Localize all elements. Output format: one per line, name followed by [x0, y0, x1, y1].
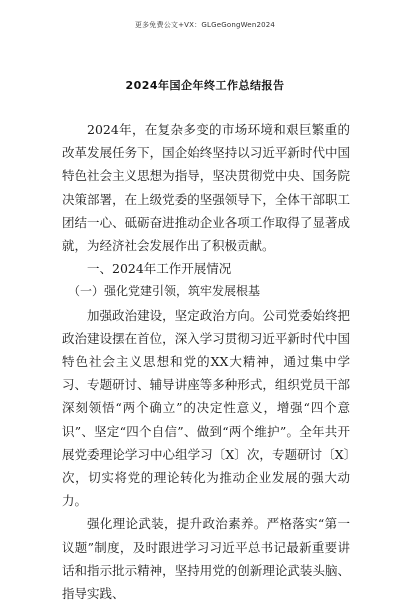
body-paragraph: 加强政治建设，坚定政治方向。公司党委始终把政治建设摆在首位，深入学习贯彻习近平新时代中国特色社会主义思想和党的XX大精神，通过集中学习、专题研讨、辅导讲座等多种形式，组织党员干部深刻领悟“两个确立”的决定性意义，增强“四个意识”、坚定“四个自信”、做到“两个维护”。全年共开展党委理论学习中心组学习〔X〕次，专题研讨〔X〕次，切实将党的理论转化为推动企业发展的强大动力。	[62, 307, 350, 509]
header-note: 更多免费公文+VX：GLGeGongWen2024	[134, 21, 276, 29]
document-body	[62, 118, 350, 605]
document-title: 2024年国企年终工作总结报告	[125, 79, 285, 92]
intro-paragraph: 2024年，在复杂多变的市场环境和艰巨繁重的改革发展任务下，国企始终坚持以习近平新时代中国特色社会主义思想为指导，坚决贯彻党中央、国务院决策部署，在上级党委的坚强领导下，全体干部职工团结一心、砥砺奋进推动企业各项工作取得了显著成就，为经济社会发展作出了积极贡献。	[62, 122, 350, 254]
body-paragraph: 强化理论武装，提升政治素养。严格落实“第一议题”制度，及时跟进学习习近平总书记最新重要讲话和指示批示精神，坚持用党的创新理论武装头脑、指导实践、	[62, 516, 350, 602]
subsection-heading: （一）强化党建引领，筑牢发展根基	[68, 284, 261, 299]
section-heading: 一、2024年工作开展情况	[87, 261, 232, 277]
